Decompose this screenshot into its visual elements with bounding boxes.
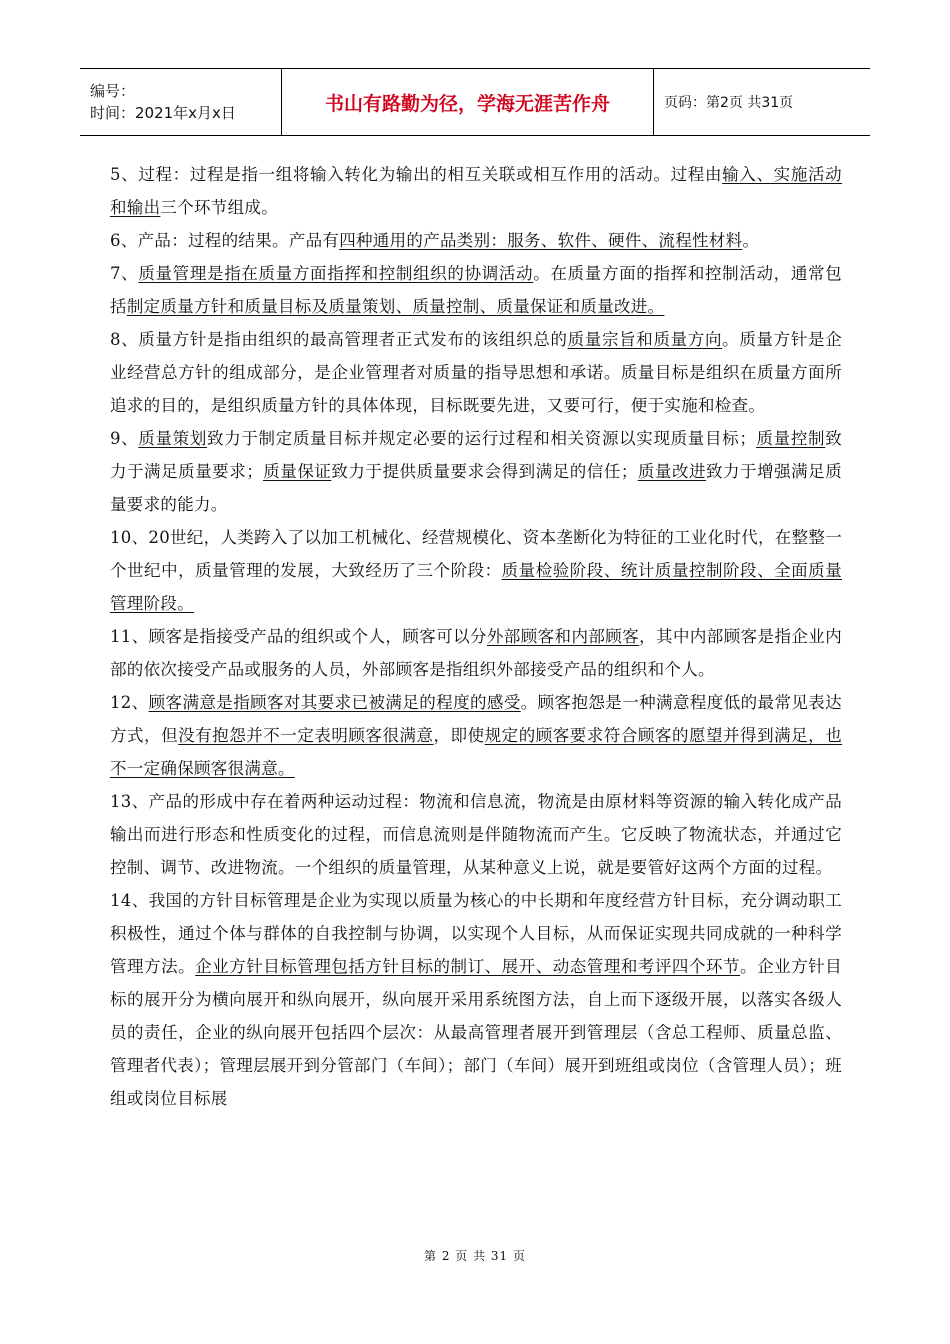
paragraph <box>110 884 842 1115</box>
paragraph <box>110 521 842 620</box>
text-run: 致力于制定质量目标并规定必要的运行过程和相关资源以实现质量目标； <box>207 429 757 448</box>
text-run: 12、 <box>110 693 149 712</box>
text-run: 9、 <box>110 429 139 448</box>
underlined-text: 质量管理是指在质量方面指挥和控制组织的协调活动 <box>138 264 534 283</box>
paragraph <box>110 158 842 224</box>
underlined-text: 外部顾客和内部顾客 <box>486 627 640 646</box>
text-run: 。 <box>742 231 760 250</box>
underlined-text: 顾客满意是指顾客对其要求已被满足的程度的感受 <box>148 693 521 712</box>
text-run: 。企业方针目标的展开分为横向展开和纵向展开，纵向展开采用系统图方法，自上而下逐级开展，以落实各级人员的责任，企业的纵向展开包括四个层次：从最高管理者展开到管理层（含总工程师、质量总监、管理者代表）；管理层展开到分管部门（车间）；部门（车间）展开到班组或岗位（含管理人员）；班组或岗位目标展 <box>110 957 842 1108</box>
underlined-text: 四种通用的产品类别：服务、软件、硬件、流程性材料 <box>339 231 743 250</box>
header-page-cell <box>654 69 870 135</box>
underlined-text: 质量策划 <box>138 429 208 448</box>
underlined-text: 质量保证 <box>263 462 332 481</box>
underlined-text: 质量检验阶段、统计质量控制阶段、全面质量管理阶段。 <box>110 561 842 613</box>
text-run: 7、 <box>110 264 139 283</box>
text-run: 11、顾客是指接受产品的组织或个人，顾客可以分 <box>110 627 487 646</box>
paragraph <box>110 257 842 323</box>
text-run: ，其中内部顾客是指企业内部的依次接受产品或服务的人员，外部顾客是指组织外部接受产品的组织和个人。 <box>110 627 842 679</box>
text-run: 。在质量方面的指挥和控制活动，通常包括 <box>110 264 842 316</box>
text-run: 三个环节组成。 <box>160 198 279 217</box>
underlined-text: 规定的顾客要求符合顾客的愿望并得到满足，也不一定确保顾客很满意。 <box>110 726 843 778</box>
text-run: 10、20世纪，人类跨入了以加工机械化、经营规模化、资本垄断化为特征的工业化时代，在整整一个世纪中，质量管理的发展，大致经历了三个阶段： <box>110 528 842 580</box>
header-motto: 书山有路勤为径，学海无涯苦作舟 <box>324 92 610 115</box>
header-motto-cell <box>282 69 654 135</box>
page-footer: 第 2 页 共 31 页 <box>424 1249 526 1263</box>
text-run: 。顾客抱怨是一种满意程度低的最常见表达方式，但 <box>110 693 842 745</box>
paragraph <box>110 224 842 257</box>
underlined-text: 企业方针目标管理包括方针目标的制订、展开、动态管理和考评四个环节 <box>195 957 741 976</box>
text-run: 14、我国的方针目标管理是企业为实现以质量为核心的中长期和年度经营方针目标，充分调动职工积极性，通过个体与群体的自我控制与协调，以实现个人目标，从而保证实现共同成就的一种科学管理方法。 <box>110 891 842 976</box>
underlined-text: 制定质量方针和质量目标及质量策划、质量控制、质量保证和质量改进。 <box>126 297 665 316</box>
underlined-text: 没有抱怨并不一定表明顾客很满意 <box>178 726 434 745</box>
text-run: 致力于提供质量要求会得到满足的信任； <box>331 462 638 481</box>
header-meta <box>80 69 282 135</box>
text-run: 致力于增强满足质量要求的能力。 <box>110 462 842 514</box>
date-label: 时间：2021年x月x日 <box>90 104 236 122</box>
text-run: 13、产品的形成中存在着两种运动过程：物流和信息流，物流是由原材料等资源的输入转化成产品输出而进行形态和性质变化的过程，而信息流则是伴随物流而产生。它反映了物流状态，并通过它控制、调节、改进物流。一个组织的质量管理，从某种意义上说，就是要管好这两个方面的过程。 <box>110 792 842 877</box>
underlined-text: 质量控制 <box>756 429 826 448</box>
underlined-text: 输入、实施活动和输出 <box>110 165 842 217</box>
paragraph <box>110 785 842 884</box>
text-run: 致力于满足质量要求； <box>110 429 842 481</box>
paragraph <box>110 620 842 686</box>
text-run: 8、质量方针是指由组织的最高管理者正式发布的该组织总的 <box>110 330 568 349</box>
paragraph <box>110 686 842 785</box>
paragraph <box>110 422 842 521</box>
text-run: 5、过程：过程是指一组将输入转化为输出的相互关联或相互作用的活动。过程由 <box>110 165 723 184</box>
underlined-text: 质量改进 <box>637 462 706 481</box>
document-header <box>80 68 870 136</box>
text-run: 6、产品：过程的结果。产品有 <box>110 231 340 250</box>
paragraph <box>110 323 842 422</box>
header-page-info: 页码：第2页 共31页 <box>664 95 794 111</box>
document-body <box>110 158 842 1115</box>
text-run: 。质量方针是企业经营总方针的组成部分，是企业管理者对质量的指导思想和承诺。质量目标是组织在质量方面所追求的目的，是组织质量方针的具体体现，目标既要先进，又要可行，便于实施和检查。 <box>110 330 842 415</box>
underlined-text: 质量宗旨和质量方向 <box>567 330 723 349</box>
text-run: ，即使 <box>433 726 485 745</box>
serial-number-label: 编号： <box>90 82 136 100</box>
